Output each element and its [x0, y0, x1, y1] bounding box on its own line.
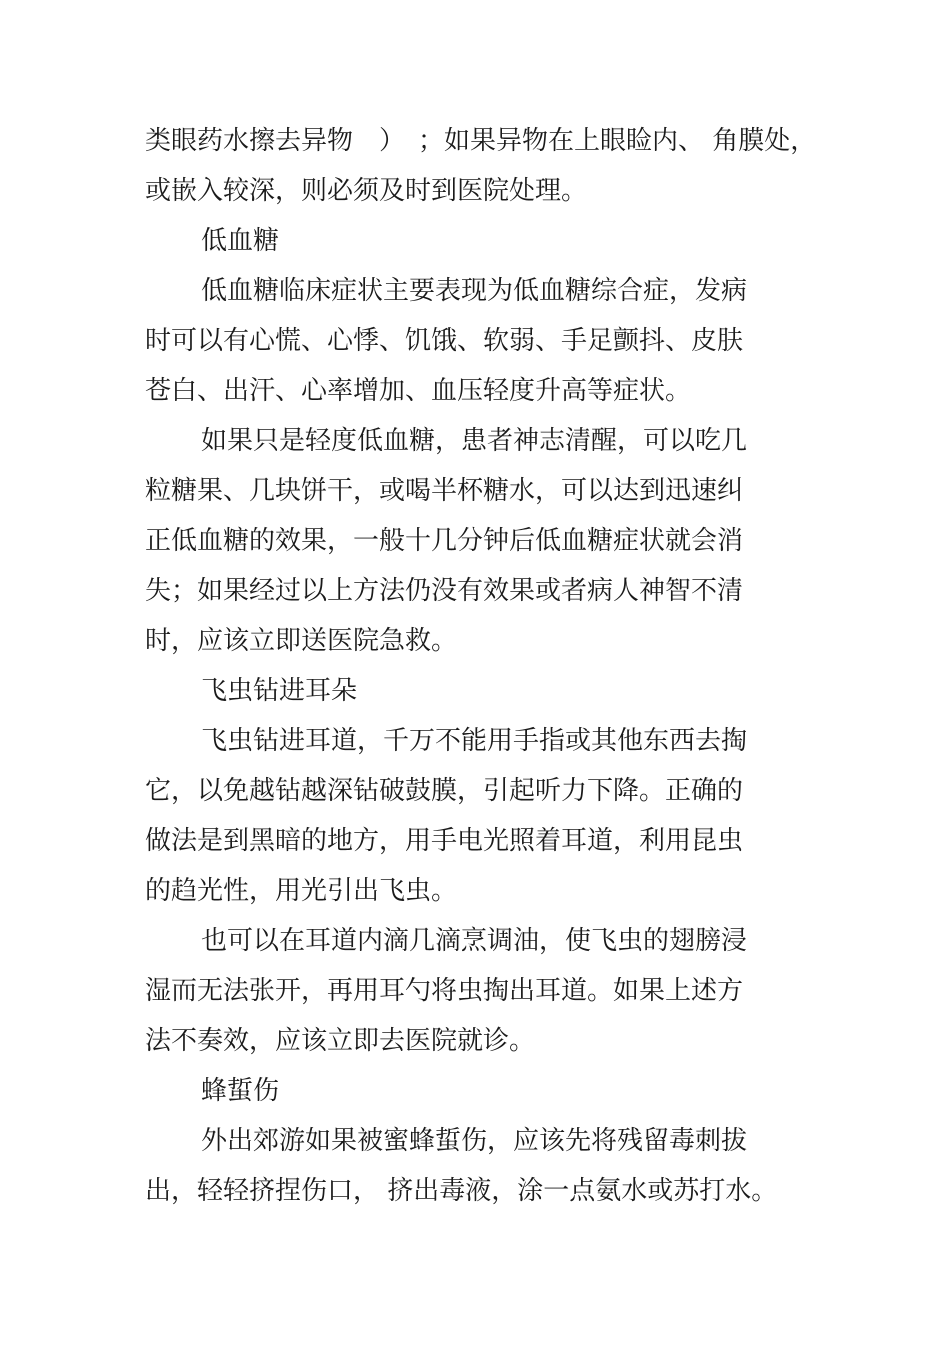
body-text-line: 湿而无法张开，再用耳勺将虫掏出耳道。如果上述方 — [145, 976, 744, 1006]
paragraph-first-line: 外出郊游如果被蜜蜂蜇伤，应该先将残留毒刺拔 — [201, 1126, 748, 1156]
body-text-line: 出，轻轻挤捏伤口， 挤出毒液，涂一点氨水或苏打水。 — [145, 1176, 778, 1206]
body-text-line: 时可以有心慌、心悸、饥饿、软弱、手足颤抖、皮肤 — [145, 326, 744, 356]
body-text-line: 的趋光性，用光引出飞虫。 — [145, 876, 458, 906]
body-text-line: 时，应该立即送医院急救。 — [145, 626, 458, 656]
paragraph-first-line: 也可以在耳道内滴几滴烹调油，使飞虫的翅膀浸 — [201, 926, 748, 956]
section-heading-hypoglycemia: 低血糖 — [201, 226, 280, 256]
body-text-line: 粒糖果、几块饼干，或喝半杯糖水，可以达到迅速纠 — [145, 476, 744, 506]
section-heading-insect-in-ear: 飞虫钻进耳朵 — [201, 676, 358, 706]
body-text-line: 做法是到黑暗的地方，用手电光照着耳道，利用昆虫 — [145, 826, 744, 856]
paragraph-first-line: 低血糖临床症状主要表现为低血糖综合症，发病 — [201, 276, 748, 306]
paragraph-first-line: 如果只是轻度低血糖，患者神志清醒，可以吃几 — [201, 426, 748, 456]
section-heading-bee-sting: 蜂蜇伤 — [201, 1076, 280, 1106]
paragraph-first-line: 飞虫钻进耳道，千万不能用手指或其他东西去掏 — [201, 726, 748, 756]
body-text-line: 它，以免越钻越深钻破鼓膜，引起听力下降。正确的 — [145, 776, 744, 806]
body-text-line: 正低血糖的效果，一般十几分钟后低血糖症状就会消 — [145, 526, 744, 556]
body-text-line: 失；如果经过以上方法仍没有效果或者病人神智不清 — [145, 576, 744, 606]
body-text-line: 苍白、出汗、心率增加、血压轻度升高等症状。 — [145, 376, 692, 406]
body-text-line: 或嵌入较深，则必须及时到医院处理。 — [145, 176, 588, 206]
body-text-line: 类眼药水擦去异物 ） ；如果异物在上眼睑内、 角膜处， — [145, 126, 817, 156]
body-text-line: 法不奏效，应该立即去医院就诊。 — [145, 1026, 536, 1056]
